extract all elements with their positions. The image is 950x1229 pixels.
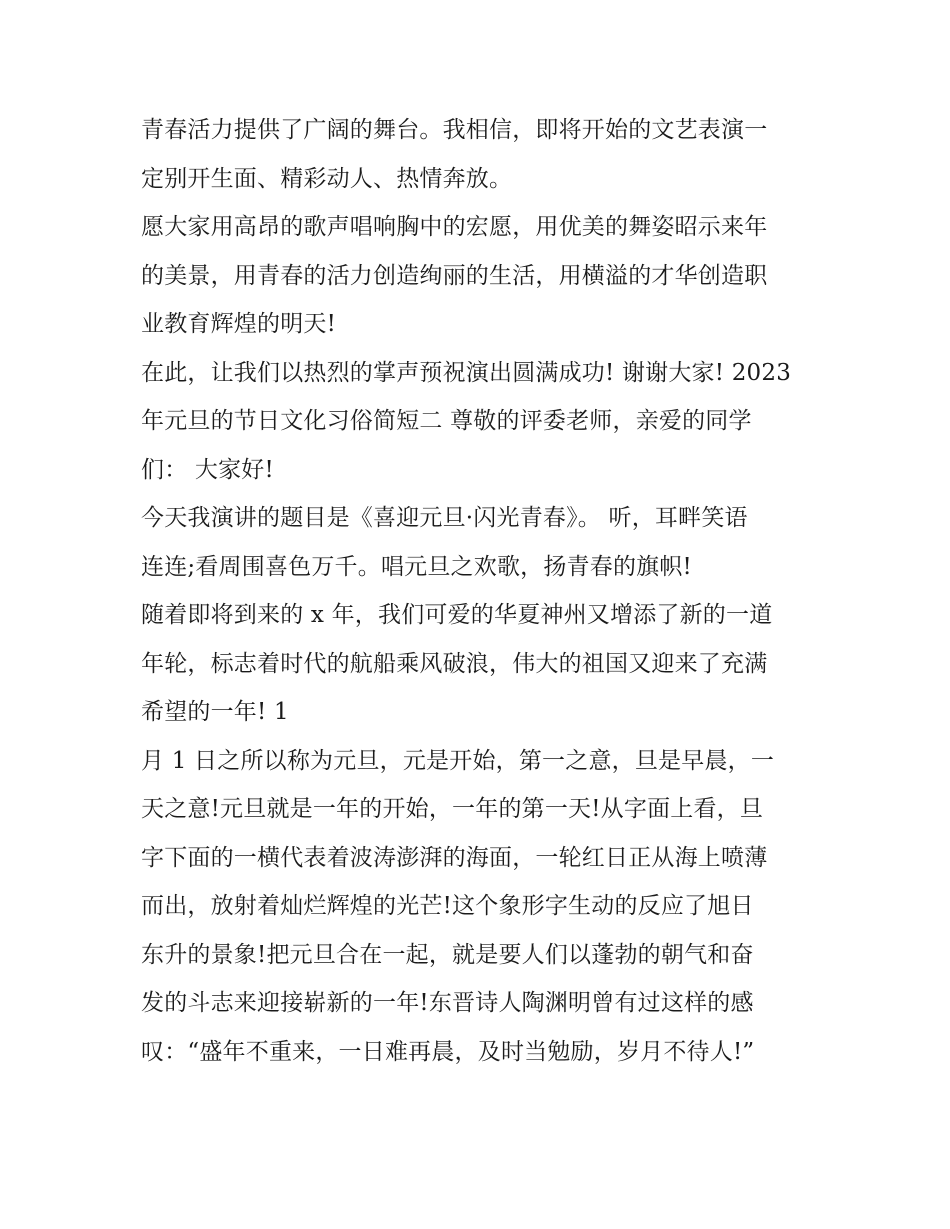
text-line: 定别开生面、精彩动人、热情奔放。 [141,165,513,192]
text-line: 字下面的一横代表着波涛澎湃的海面，一轮红日正从海上喷薄 [141,844,768,871]
text-line: 随着即将到来的 x 年，我们可爱的华夏神州又增添了新的一道 [141,602,773,628]
text-line: 愿大家用高昂的歌声唱响胸中的宏愿，用优美的舞姿昭示来年 [141,214,768,240]
text-line: 年元旦的节日文化习俗简短二 尊敬的评委老师，亲爱的同学 [141,408,752,434]
text-line: 在此，让我们以热烈的掌声预祝演出圆满成功! 谢谢大家! 2023 [141,359,792,386]
text-line: 今天我演讲的题目是《喜迎元旦·闪光青春》。 听，耳畔笑语 [141,505,748,531]
document-body [141,106,813,1076]
text-line: 的美景，用青春的活力创造绚丽的生活，用横溢的才华创造职 [141,262,768,289]
text-line: 连连;看周围喜色万千。唱元旦之欢歌，扬青春的旗帜! [141,553,692,580]
text-line: 青春活力提供了广阔的舞台。我相信，即将开始的文艺表演一 [141,117,768,143]
text-line: 东升的景象!把元旦合在一起，就是要人们以蓬勃的朝气和奋 [141,941,754,968]
text-line: 业教育辉煌的明天! [141,311,337,337]
text-line: 月 1 日之所以称为元旦，元是开始，第一之意，旦是早晨，一 [141,747,775,774]
text-line: 叹：“盛年不重来，一日难再晨，及时当勉励，岁月不待人!” [141,1038,755,1065]
text-line: 希望的一年! 1 [141,699,289,725]
text-line: 而出，放射着灿烂辉煌的光芒!这个象形字生动的反应了旭日 [141,893,754,919]
text-line: 发的斗志来迎接崭新的一年!东晋诗人陶渊明曾有过这样的感 [141,990,754,1016]
text-line: 年轮，标志着时代的航船乘风破浪，伟大的祖国又迎来了充满 [141,650,768,677]
text-line: 们： 大家好! [141,456,274,483]
text-line: 天之意!元旦就是一年的开始，一年的第一天!从字面上看，旦 [141,796,764,822]
